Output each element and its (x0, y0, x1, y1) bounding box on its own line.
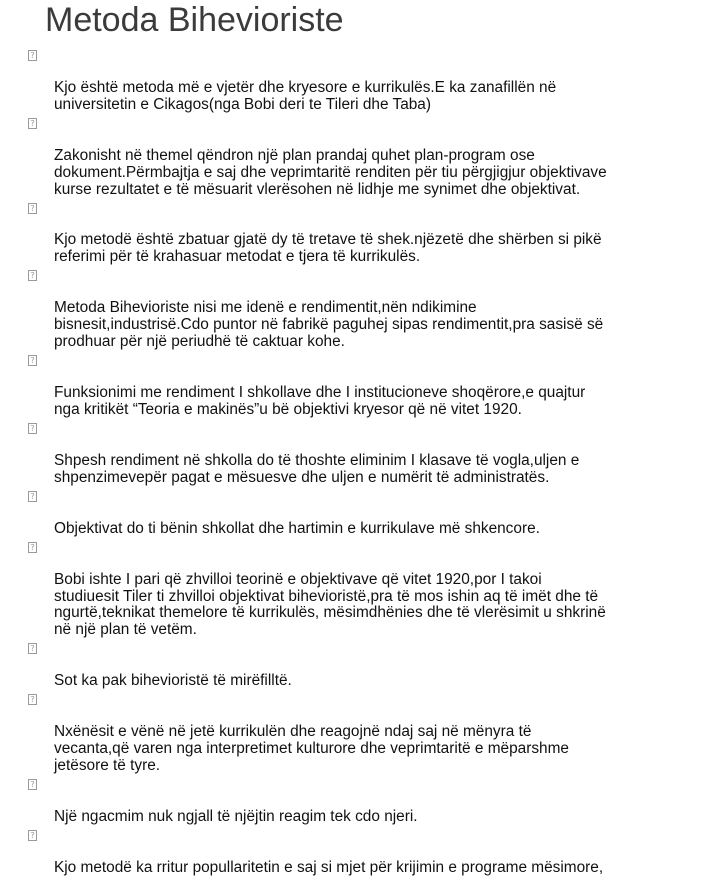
missing-glyph-bullet-icon: ? (28, 779, 37, 790)
bullet-item (0, 114, 720, 199)
bullet-item (0, 199, 720, 267)
missing-glyph-bullet-icon: ? (28, 643, 37, 654)
bullet-text: Sot ka pak bihevioristë të mirëfilltë. (54, 672, 292, 690)
bullet-text: Shpesh rendiment në shkolla do të thoshte eliminim I klasave të vogla,uljen e shpenzimevepër pagat e mësuesve dhe uljen e numërit të administratës. (54, 451, 580, 486)
bullet-item (0, 775, 720, 826)
bullet-item (0, 639, 720, 690)
bullet-item (0, 351, 720, 419)
missing-glyph-bullet-icon: ? (28, 355, 37, 366)
missing-glyph-bullet-icon: ? (28, 423, 37, 434)
bullet-item (0, 419, 720, 487)
bullet-text: Zakonisht në themel qëndron një plan prandaj quhet plan-program ose dokument.Përmbajtja e saj dhe veprimtaritë renditen për tiu përgjigjur objektivave kurse rezultatet e të mësuarit vlerësohen në lidhje me synimet dhe objektivat. (54, 146, 607, 198)
missing-glyph-bullet-icon: ? (28, 50, 37, 61)
bullet-item (0, 538, 720, 640)
missing-glyph-bullet-icon: ? (28, 203, 37, 214)
bullet-list (0, 46, 720, 877)
bullet-text: Kjo metodë është zbatuar gjatë dy të tretave të shek.njëzetë dhe shërben si pikë referimi për të krahasuar metodat e tjera të kurrikulës. (54, 231, 602, 266)
bullet-text: Nxënësit e vënë në jetë kurrikulën dhe reagojnë ndaj saj në mënyra të vecanta,që varen nga interpretimet kulturore dhe veprimtaritë e mëparshme jetësore të tyre. (54, 723, 569, 775)
missing-glyph-bullet-icon: ? (28, 118, 37, 129)
bullet-item (0, 690, 720, 775)
bullet-text: Bobi ishte I pari që zhvilloi teorinë e objektivave që vitet 1920,por I takoi studiuesit Tiler ti zhvilloi objektivat bihevioristë,pra të mos ishin aq të imët dhe të ngurtë,teknikat themelore të kurrikulës, mësimdhënies dhe të vlerësimit u shkrinë në një plan të vetëm. (54, 570, 606, 639)
missing-glyph-bullet-icon: ? (28, 830, 37, 841)
bullet-text: Një ngacmim nuk ngjall të njëjtin reagim tek cdo njeri. (54, 807, 418, 825)
bullet-text: Kjo është metoda më e vjetër dhe kryesore e kurrikulës.E ka zanafillën në universitetin e Cikagos(nga Bobi deri te Tileri dhe Taba) (54, 78, 557, 113)
slide-title: Metoda Bihevioriste (45, 1, 344, 39)
missing-glyph-bullet-icon: ? (28, 542, 37, 553)
bullet-item (0, 46, 720, 114)
missing-glyph-bullet-icon: ? (28, 491, 37, 502)
bullet-item (0, 826, 720, 877)
bullet-text: Kjo metodë ka rritur popullaritetin e saj si mjet për krijimin e programe mësimore, (54, 858, 604, 876)
missing-glyph-bullet-icon: ? (28, 270, 37, 281)
missing-glyph-bullet-icon: ? (28, 694, 37, 705)
bullet-text: Objektivat do ti bënin shkollat dhe hartimin e kurrikulave më shkencore. (54, 519, 540, 537)
bullet-text: Metoda Bihevioriste nisi me idenë e rendimentit,nën ndikimine bisnesit,industrisë.Cdo puntor në fabrikë paguhej sipas rendimentit,pra sasisë së prodhuar për një periudhë të caktuar kohe. (54, 299, 604, 351)
bullet-item (0, 487, 720, 538)
bullet-item (0, 266, 720, 351)
bullet-text: Funksionimi me rendiment I shkollave dhe I institucioneve shoqërore,e quajtur nga kritikët “Teoria e makinës”u bë objektivi kryesor që në vitet 1920. (54, 384, 586, 419)
